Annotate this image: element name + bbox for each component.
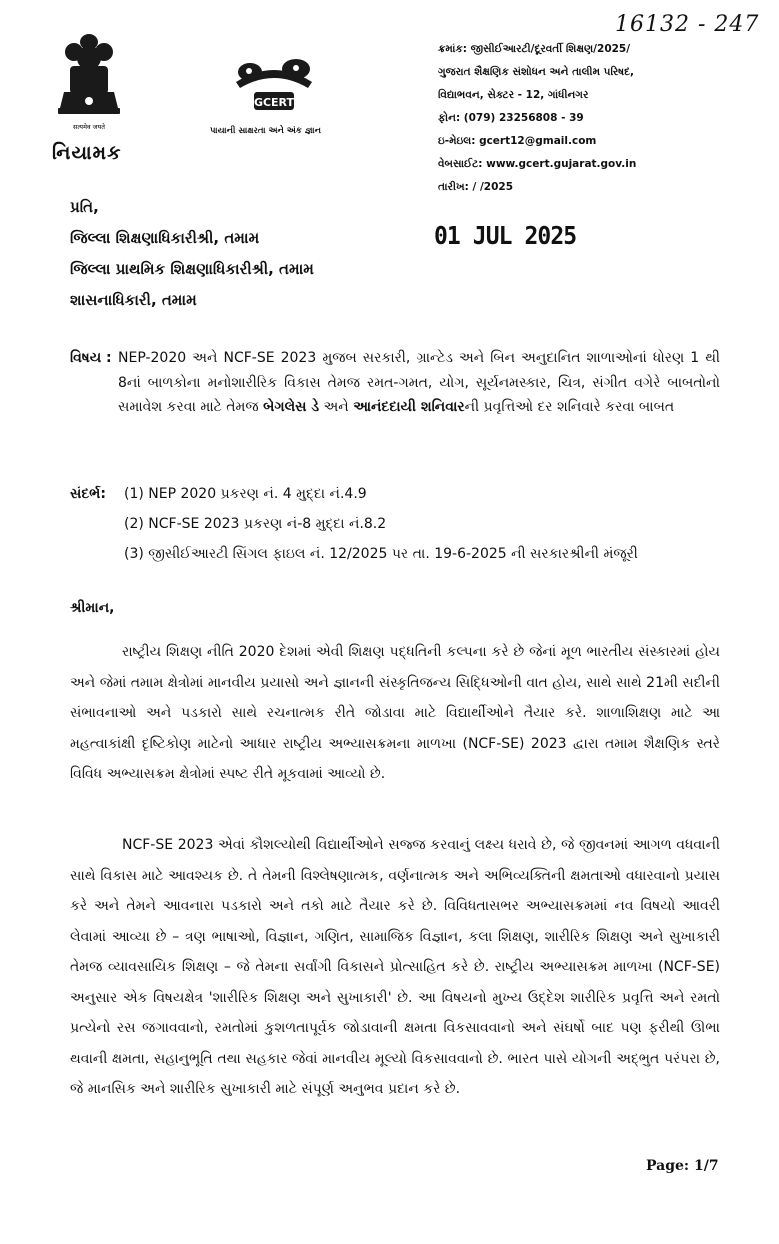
handwritten-inward-number: 16132 - 247 bbox=[615, 12, 760, 37]
subject-block bbox=[70, 346, 720, 420]
subject-text-a: NEP-2020 અને NCF-SE 2023 મુજબ સરકારી, ગ્રાન્ટેડ અને બિન અનુદાનિત શાળાઓનાં ધોરણ 1 થી 8નાં બાળકોના મનોશારીરિક વિકાસ તેમજ રમત-ગમત, યોગ, સૂર્યનમસ્કાર, ચિત્ર, સંગીત વગેરે બાબતોનો સમાવેશ કરવા માટે તેમજ bbox=[118, 350, 720, 415]
office-website: વેબસાઈટ: www.gcert.gujarat.gov.in bbox=[438, 158, 637, 170]
salutation: શ્રીમાન, bbox=[70, 600, 115, 616]
office-details bbox=[438, 38, 636, 199]
office-email: ઇ-મેઇલ: gcert12@gmail.com bbox=[438, 135, 597, 147]
letter-date: તારીખ: / /2025 bbox=[438, 181, 513, 193]
subject-joyful-saturday: આનંદદાયી શનિવાર bbox=[353, 399, 465, 415]
recipient-line-3: શાસનાધિકારી, તમામ bbox=[70, 291, 197, 309]
reference-item: (3) જીસીઈઆરટી સિંગલ ફાઇલ નં. 12/2025 પર તા. 19-6-2025 ની સરકારશ્રીની મંજૂરી bbox=[124, 546, 638, 562]
reference-number: ક્રમાંક: જીસીઈઆરટી/દૂરવર્તી શિક્ષણ/2025/ bbox=[438, 43, 631, 55]
subject-bagless-day: બેગલેસ ડે bbox=[263, 399, 320, 415]
recipients-block bbox=[70, 192, 314, 316]
department-title: નિયામક bbox=[52, 142, 122, 164]
recipient-to: પ્રતિ, bbox=[70, 198, 99, 216]
gcert-logo bbox=[228, 52, 320, 114]
reference-item: (1) NEP 2020 પ્રકરણ નં. 4 મુદ્દા નં.4.9 bbox=[124, 486, 367, 502]
reference-item: (2) NCF-SE 2023 પ્રકરણ નં-8 મુદ્દા નં.8.2 bbox=[124, 516, 387, 532]
references-block bbox=[70, 479, 638, 569]
page-number: Page: 1/7 bbox=[646, 1158, 719, 1174]
office-phone: ફોન: (079) 23256808 - 39 bbox=[438, 112, 584, 124]
subject-text-e: ની પ્રવૃત્તિઓ દર શનિવારે કરવા બાબત bbox=[464, 399, 675, 415]
national-emblem-icon bbox=[50, 30, 128, 135]
references-label: સંદર્ભ: bbox=[70, 486, 106, 502]
recipient-line-1: જિલ્લા શિક્ષણાધિકારીશ્રી, તમામ bbox=[70, 229, 260, 247]
body-paragraph-1: રાષ્ટ્રીય શિક્ષણ નીતિ 2020 દેશમાં એવી શિક્ષણ પદ્ધતિની કલ્પના કરે છે જેનાં મૂળ ભારતીય સંસ્કારમાં હોય અને જેમાં તમામ ક્ષેત્રોમાં માનવીય પ્રયાસો અને જ્ઞાનની સંસ્કૃતિજન્ય સિદ્ધિઓની વાત હોય, સાથે સાથે 21મી સદીની સંભાવનાઓ અને પડકારો સાથે રચનાત્મક રીતે જોડાવા માટે વિદ્યાર્થીઓને તૈયાર કરે. શાળાશિક્ષણ માટે આ મહત્વાકાંક્ષી દૃષ્ટિકોણ માટેનો આધાર રાષ્ટ્રીય અભ્યાસક્રમના માળખા (NCF-SE) 2023 દ્વારા તમામ શૈક્ષણિક સ્તરે વિવિધ અભ્યાસક્રમ ક્ષેત્રોમાં સ્પષ્ટ રીતે મૂકવામાં આવ્યો છે. bbox=[70, 644, 720, 782]
logo-tagline: પાયાની સાક્ષરતા અને અંક જ્ઞાન bbox=[210, 126, 321, 136]
recipient-line-2: જિલ્લા પ્રાથમિક શિક્ષણાધિકારીશ્રી, તમામ bbox=[70, 260, 314, 278]
subject-text bbox=[70, 346, 720, 420]
office-address: વિદ્યાભવન, સેક્ટર - 12, ગાંધીનગર bbox=[438, 89, 589, 101]
office-name: ગુજરાત શૈક્ષણિક સંશોધન અને તાલીમ પરિષદ, bbox=[438, 66, 634, 78]
logo-text: GCERT bbox=[253, 96, 295, 109]
subject-text-c: અને bbox=[319, 399, 354, 415]
subject-label: વિષય : bbox=[70, 350, 112, 366]
body-paragraph-2: NCF-SE 2023 એવાં કૌશલ્યોથી વિદ્યાર્થીઓને સજ્જ કરવાનું લક્ષ્ય ધરાવે છે, જે જીવનમાં આગળ વધવાની સાથે વિકાસ માટે આવશ્યક છે. તે તેમની વિશ્લેષણાત્મક, વર્ણનાત્મક અને અભિવ્યક્તિની ક્ષમતાઓ વધારવાનો પ્રયાસ કરે અને તેમને આવનારા પડકારો અને તકો માટે તૈયાર કરે છે. વિવિધતાસભર અભ્યાસક્રમમાં નવ વિષયો આવરી લેવામાં આવ્યા છે – ત્રણ ભાષાઓ, વિજ્ઞાન, ગણિત, સામાજિક વિજ્ઞાન, કલા શિક્ષણ, શારીરિક શિક્ષણ અને સુખાકારી તેમજ વ્યાવસાયિક શિક્ષણ – જે તેમના સર્વાંગી વિકાસને પ્રોત્સાહિત કરે છે. રાષ્ટ્રીય અભ્યાસક્રમ માળખા (NCF-SE) અનુસાર એક વિષયક્ષેત્ર 'શારીરિક શિક્ષણ અને સુખાકારી' છે. આ વિષયનો મુખ્ય ઉદ્દેશ શારીરિક પ્રવૃત્તિ અને રમતો પ્રત્યેનો રસ જગાવવાનો, રમતોમાં કુશળતાપૂર્વક જોડાવાની ક્ષમતા વિકસાવવાનો અને સંઘર્ષો બાદ પણ ફરીથી ઊભા થવાની ક્ષમતા, સહાનુભૂતિ તથા સહકાર જેવાં માનવીય મૂલ્યો વિકસાવવાનો છે. ભારત પાસે યોગની અદ્ભુત પરંપરા છે, જે માનસિક અને શારીરિક સુખાકારી માટે સંપૂર્ણ અનુભવ પ્રદાન કરે છે. bbox=[70, 837, 721, 1097]
received-date-stamp: 01 JUL 2025 bbox=[434, 221, 577, 250]
emblem-caption: सत्यमेव जयते bbox=[73, 123, 105, 131]
